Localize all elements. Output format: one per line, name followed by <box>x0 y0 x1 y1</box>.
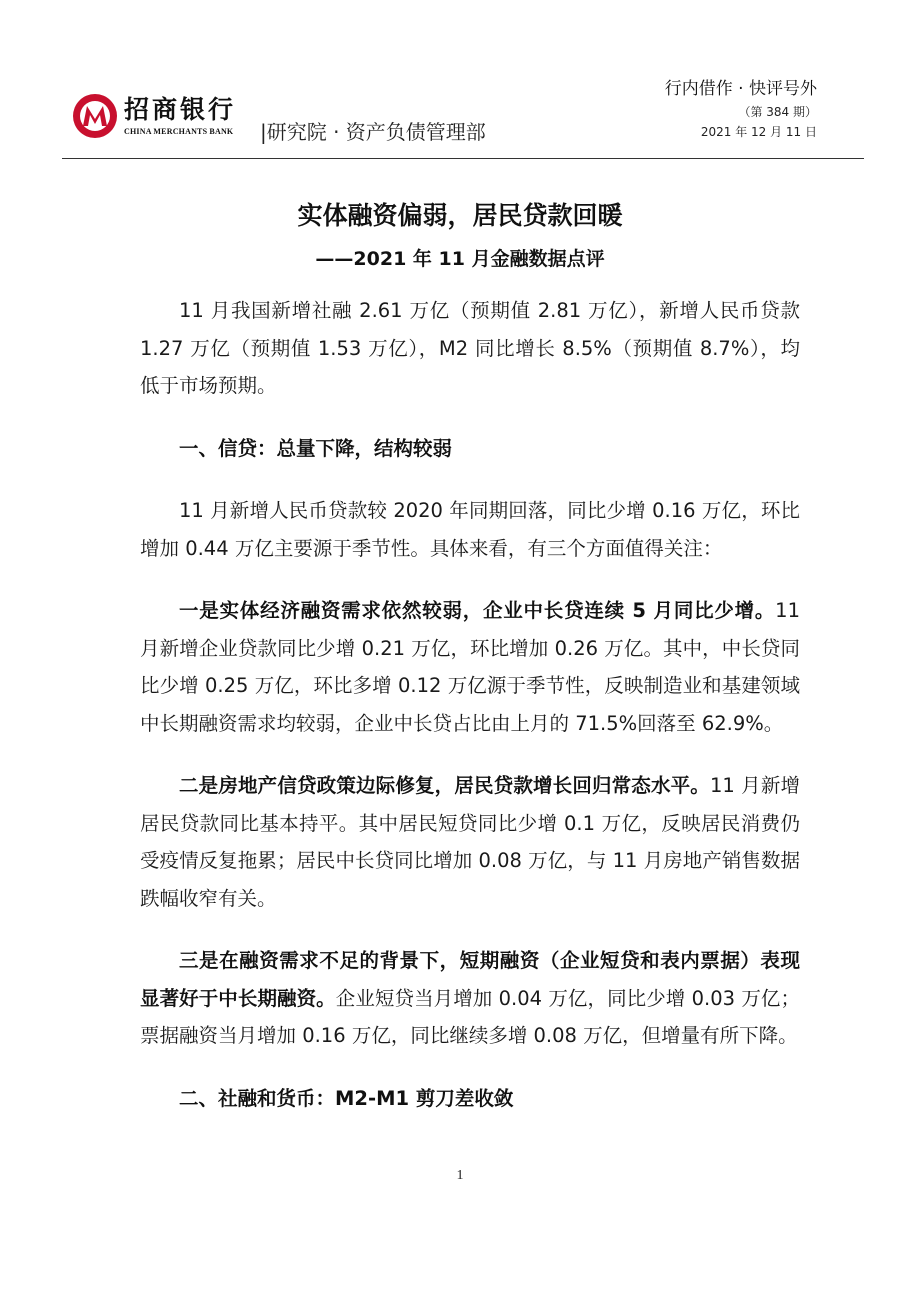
issue-number: （第 384 期） <box>738 105 817 119</box>
point-one-lead: 一是实体经济融资需求依然较弱，企业中长贷连续 5 月同比少增。 <box>179 599 776 622</box>
brand-name-cn: 招商银行 <box>124 95 237 124</box>
section-heading-social-financing: 二、社融和货币：M2-M1 剪刀差收敛 <box>179 1086 514 1110</box>
bank-logo <box>72 93 236 139</box>
point-two-lead: 二是房地产信贷政策边际修复，居民贷款增长回归常态水平。 <box>179 774 710 797</box>
intro-paragraph: 11 月我国新增社融 2.61 万亿（预期值 2.81 万亿），新增人民币贷款 1.27 万亿（预期值 1.53 万亿），M2 同比增长 8.5%（预期值 8.7%），均低于市场预期。 <box>140 299 800 397</box>
brand-name-en: CHINA MERCHANTS BANK <box>124 127 234 136</box>
department-label: |研究院 · 资产负债管理部 <box>260 120 486 144</box>
point-three-lead: 三是在融资需求不足的背景下，短期融资（企业短贷和表内票据）表现显著好于中长期融资。 <box>140 949 800 1010</box>
page-title: 实体融资偏弱，居民贷款回暖 <box>297 201 623 230</box>
page-number: 1 <box>456 1168 464 1183</box>
point-two-paragraph <box>140 767 800 917</box>
section-heading-credit: 一、信贷：总量下降，结构较弱 <box>179 436 453 460</box>
point-three-text: 企业短贷当月增加 0.04 万亿，同比少增 0.03 万亿；票据融资当月增加 0.16 万亿，同比继续多增 0.08 万亿，但增量有所下降。 <box>140 986 800 1047</box>
point-one-paragraph <box>140 592 800 742</box>
document-meta <box>665 77 817 141</box>
point-two-text: 11 月新增居民贷款同比基本持平。其中居民短贷同比少增 0.1 万亿，反映居民消费仍受疫情反复拖累；居民中长贷同比增加 0.08 万亿，与 11 月房地产销售数据跌幅收窄有关。 <box>140 774 800 910</box>
cmb-logo-icon <box>72 93 118 139</box>
article-body <box>140 292 800 1142</box>
credit-intro-paragraph: 11 月新增人民币贷款较 2020 年同期回落，同比少增 0.16 万亿，环比增加 0.44 万亿主要源于季节性。具体来看，有三个方面值得关注： <box>140 499 800 560</box>
point-one-text: 11 月新增企业贷款同比少增 0.21 万亿，环比增加 0.26 万亿。其中，中长贷同比少增 0.25 万亿，环比多增 0.12 万亿源于季节性，反映制造业和基建领域中长期融资需求均较弱，企业中长贷占比由上月的 71.5%回落至 62.9%。 <box>140 599 800 735</box>
document-header <box>0 0 920 162</box>
page-subtitle: ——2021 年 11 月金融数据点评 <box>315 248 605 270</box>
brand-text <box>124 96 236 136</box>
document-type: 行内借作 · 快评号外 <box>664 79 817 99</box>
publish-date: 2021 年 12 月 11 日 <box>700 125 817 139</box>
header-divider <box>62 158 864 159</box>
point-three-paragraph <box>140 942 800 1055</box>
